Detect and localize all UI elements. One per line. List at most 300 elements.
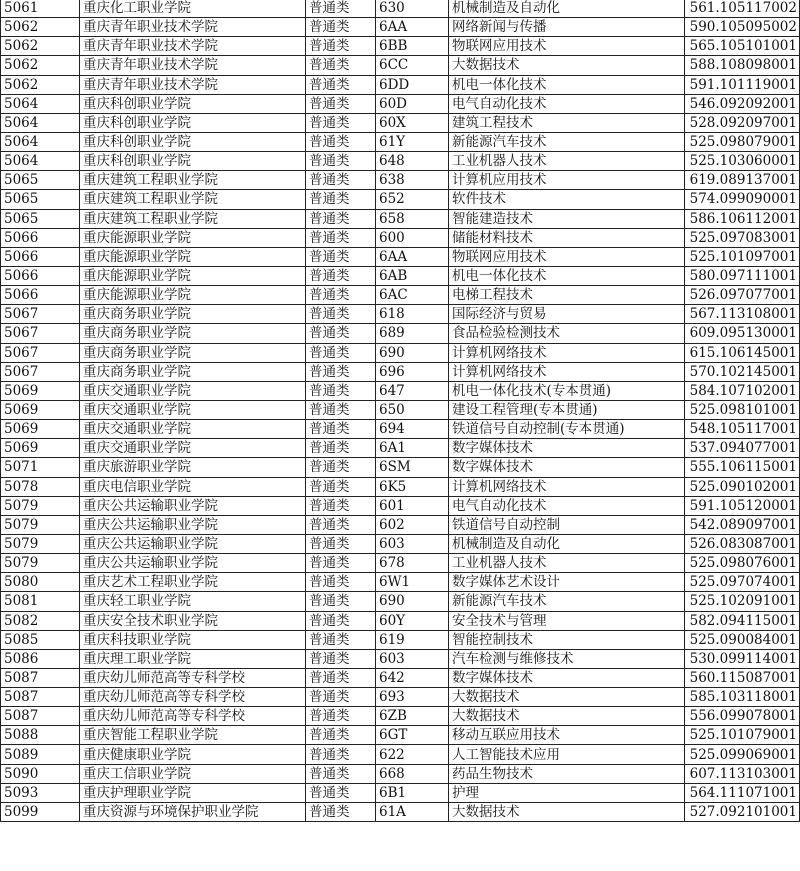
score-cell: 567.113108001: [685, 305, 800, 324]
school-name-cell: 重庆能源职业学院: [80, 266, 306, 285]
major-code-cell: 6BB: [376, 37, 449, 56]
major-code-cell: 690: [376, 592, 449, 611]
category-cell: 普通类: [306, 554, 376, 573]
major-name-cell: 智能建造技术: [449, 209, 685, 228]
major-name-cell: 国际经济与贸易: [449, 305, 685, 324]
major-name-cell: 数字媒体艺术设计: [449, 573, 685, 592]
school-name-cell: 重庆公共运输职业学院: [80, 515, 306, 534]
table-row: [1, 496, 800, 515]
school-name-cell: 重庆商务职业学院: [80, 324, 306, 343]
table-row: [1, 439, 800, 458]
major-name-cell: 机电一体化技术: [449, 266, 685, 285]
school-name-cell: 重庆资源与环境保护职业学院: [80, 802, 306, 821]
score-cell: 585.103118001: [685, 688, 800, 707]
table-row: [1, 592, 800, 611]
school-code-cell: 5079: [1, 496, 80, 515]
score-cell: 574.099090001: [685, 190, 800, 209]
category-cell: 普通类: [306, 0, 376, 18]
score-cell: 548.105117001: [685, 420, 800, 439]
score-cell: 525.099069001: [685, 745, 800, 764]
school-name-cell: 重庆智能工程职业学院: [80, 726, 306, 745]
category-cell: 普通类: [306, 534, 376, 553]
score-cell: 525.098079001: [685, 132, 800, 151]
table-row: [1, 75, 800, 94]
school-name-cell: 重庆艺术工程职业学院: [80, 573, 306, 592]
school-name-cell: 重庆青年职业技术学院: [80, 37, 306, 56]
major-code-cell: 6K5: [376, 477, 449, 496]
school-code-cell: 5069: [1, 420, 80, 439]
score-cell: 586.106112001: [685, 209, 800, 228]
school-code-cell: 5071: [1, 458, 80, 477]
major-name-cell: 汽车检测与维修技术: [449, 649, 685, 668]
major-code-cell: 60Y: [376, 611, 449, 630]
table-row: [1, 649, 800, 668]
category-cell: 普通类: [306, 726, 376, 745]
table-row: [1, 190, 800, 209]
school-name-cell: 重庆交通职业学院: [80, 439, 306, 458]
category-cell: 普通类: [306, 305, 376, 324]
table-row: [1, 18, 800, 37]
major-code-cell: 61Y: [376, 132, 449, 151]
school-code-cell: 5087: [1, 707, 80, 726]
category-cell: 普通类: [306, 56, 376, 75]
school-name-cell: 重庆科创职业学院: [80, 113, 306, 132]
school-code-cell: 5066: [1, 266, 80, 285]
table-row: [1, 247, 800, 266]
table-row: [1, 630, 800, 649]
category-cell: 普通类: [306, 649, 376, 668]
table-row: [1, 286, 800, 305]
score-cell: 525.102091001: [685, 592, 800, 611]
major-code-cell: 696: [376, 362, 449, 381]
school-name-cell: 重庆理工职业学院: [80, 649, 306, 668]
category-cell: 普通类: [306, 247, 376, 266]
score-cell: 619.089137001: [685, 171, 800, 190]
table-row: [1, 56, 800, 75]
school-name-cell: 重庆幼儿师范高等专科学校: [80, 707, 306, 726]
major-name-cell: 建设工程管理(专本贯通): [449, 400, 685, 419]
school-name-cell: 重庆能源职业学院: [80, 286, 306, 305]
category-cell: 普通类: [306, 802, 376, 821]
school-name-cell: 重庆交通职业学院: [80, 400, 306, 419]
table-row: [1, 0, 800, 18]
table-row: [1, 515, 800, 534]
school-code-cell: 5080: [1, 573, 80, 592]
major-code-cell: 6DD: [376, 75, 449, 94]
category-cell: 普通类: [306, 745, 376, 764]
major-code-cell: 6CC: [376, 56, 449, 75]
table-row: [1, 94, 800, 113]
major-name-cell: 大数据技术: [449, 56, 685, 75]
major-code-cell: 6SM: [376, 458, 449, 477]
table-row: [1, 343, 800, 362]
table-row: [1, 113, 800, 132]
major-code-cell: 619: [376, 630, 449, 649]
table-row: [1, 362, 800, 381]
score-cell: 580.097111001: [685, 266, 800, 285]
school-name-cell: 重庆青年职业技术学院: [80, 18, 306, 37]
score-cell: 546.092092001: [685, 94, 800, 113]
category-cell: 普通类: [306, 764, 376, 783]
score-cell: 537.094077001: [685, 439, 800, 458]
school-name-cell: 重庆公共运输职业学院: [80, 534, 306, 553]
score-cell: 556.099078001: [685, 707, 800, 726]
major-name-cell: 工业机器人技术: [449, 152, 685, 171]
school-code-cell: 5090: [1, 764, 80, 783]
score-cell: 609.095130001: [685, 324, 800, 343]
category-cell: 普通类: [306, 477, 376, 496]
category-cell: 普通类: [306, 343, 376, 362]
major-name-cell: 工业机器人技术: [449, 554, 685, 573]
school-code-cell: 5088: [1, 726, 80, 745]
school-name-cell: 重庆幼儿师范高等专科学校: [80, 688, 306, 707]
school-name-cell: 重庆科创职业学院: [80, 152, 306, 171]
school-code-cell: 5086: [1, 649, 80, 668]
major-code-cell: 6AA: [376, 18, 449, 37]
school-code-cell: 5066: [1, 286, 80, 305]
major-code-cell: 601: [376, 496, 449, 515]
school-name-cell: 重庆能源职业学院: [80, 228, 306, 247]
category-cell: 普通类: [306, 324, 376, 343]
category-cell: 普通类: [306, 113, 376, 132]
school-name-cell: 重庆公共运输职业学院: [80, 554, 306, 573]
category-cell: 普通类: [306, 783, 376, 802]
school-code-cell: 5082: [1, 611, 80, 630]
major-code-cell: 678: [376, 554, 449, 573]
category-cell: 普通类: [306, 190, 376, 209]
school-name-cell: 重庆安全技术职业学院: [80, 611, 306, 630]
major-name-cell: 机械制造及自动化: [449, 0, 685, 18]
school-code-cell: 5062: [1, 18, 80, 37]
school-name-cell: 重庆建筑工程职业学院: [80, 171, 306, 190]
school-code-cell: 5079: [1, 515, 80, 534]
school-code-cell: 5078: [1, 477, 80, 496]
major-name-cell: 机械制造及自动化: [449, 534, 685, 553]
category-cell: 普通类: [306, 94, 376, 113]
major-code-cell: 618: [376, 305, 449, 324]
school-name-cell: 重庆旅游职业学院: [80, 458, 306, 477]
category-cell: 普通类: [306, 362, 376, 381]
major-name-cell: 数字媒体技术: [449, 458, 685, 477]
score-cell: 584.107102001: [685, 381, 800, 400]
category-cell: 普通类: [306, 592, 376, 611]
school-name-cell: 重庆商务职业学院: [80, 362, 306, 381]
score-cell: 561.105117002: [685, 0, 800, 18]
major-name-cell: 药品生物技术: [449, 764, 685, 783]
category-cell: 普通类: [306, 707, 376, 726]
major-name-cell: 建筑工程技术: [449, 113, 685, 132]
table-row: [1, 152, 800, 171]
category-cell: 普通类: [306, 286, 376, 305]
score-cell: 591.101119001: [685, 75, 800, 94]
major-code-cell: 6AB: [376, 266, 449, 285]
major-code-cell: 6GT: [376, 726, 449, 745]
major-name-cell: 计算机网络技术: [449, 362, 685, 381]
major-code-cell: 642: [376, 668, 449, 687]
table-body: [1, 0, 800, 822]
category-cell: 普通类: [306, 420, 376, 439]
major-code-cell: 602: [376, 515, 449, 534]
major-name-cell: 铁道信号自动控制(专本贯通): [449, 420, 685, 439]
score-cell: 528.092097001: [685, 113, 800, 132]
score-cell: 525.098101001: [685, 400, 800, 419]
table-row: [1, 37, 800, 56]
score-cell: 525.103060001: [685, 152, 800, 171]
category-cell: 普通类: [306, 688, 376, 707]
major-code-cell: 61A: [376, 802, 449, 821]
school-name-cell: 重庆商务职业学院: [80, 343, 306, 362]
major-code-cell: 6AA: [376, 247, 449, 266]
table-row: [1, 171, 800, 190]
major-name-cell: 安全技术与管理: [449, 611, 685, 630]
table-row: [1, 534, 800, 553]
school-name-cell: 重庆能源职业学院: [80, 247, 306, 266]
table-row: [1, 611, 800, 630]
score-cell: 588.108098001: [685, 56, 800, 75]
score-cell: 607.113103001: [685, 764, 800, 783]
major-name-cell: 计算机网络技术: [449, 343, 685, 362]
score-cell: 590.105095002: [685, 18, 800, 37]
school-code-cell: 5067: [1, 362, 80, 381]
table-row: [1, 400, 800, 419]
school-code-cell: 5062: [1, 56, 80, 75]
major-code-cell: 622: [376, 745, 449, 764]
category-cell: 普通类: [306, 515, 376, 534]
school-code-cell: 5081: [1, 592, 80, 611]
major-code-cell: 694: [376, 420, 449, 439]
major-code-cell: 648: [376, 152, 449, 171]
major-code-cell: 60D: [376, 94, 449, 113]
category-cell: 普通类: [306, 381, 376, 400]
major-name-cell: 大数据技术: [449, 802, 685, 821]
score-cell: 530.099114001: [685, 649, 800, 668]
score-cell: 525.097083001: [685, 228, 800, 247]
major-code-cell: 658: [376, 209, 449, 228]
school-code-cell: 5062: [1, 37, 80, 56]
score-cell: 542.089097001: [685, 515, 800, 534]
school-name-cell: 重庆化工职业学院: [80, 0, 306, 18]
school-name-cell: 重庆科创职业学院: [80, 94, 306, 113]
school-code-cell: 5064: [1, 94, 80, 113]
table-row: [1, 132, 800, 151]
major-code-cell: 647: [376, 381, 449, 400]
table-row: [1, 668, 800, 687]
major-code-cell: 603: [376, 534, 449, 553]
school-name-cell: 重庆交通职业学院: [80, 381, 306, 400]
table-row: [1, 381, 800, 400]
school-code-cell: 5064: [1, 132, 80, 151]
school-name-cell: 重庆科创职业学院: [80, 132, 306, 151]
school-code-cell: 5067: [1, 343, 80, 362]
school-name-cell: 重庆商务职业学院: [80, 305, 306, 324]
table-row: [1, 228, 800, 247]
school-code-cell: 5065: [1, 171, 80, 190]
major-code-cell: 630: [376, 0, 449, 18]
major-name-cell: 护理: [449, 783, 685, 802]
school-code-cell: 5069: [1, 400, 80, 419]
major-code-cell: 6AC: [376, 286, 449, 305]
major-code-cell: 690: [376, 343, 449, 362]
school-code-cell: 5069: [1, 439, 80, 458]
school-code-cell: 5087: [1, 668, 80, 687]
school-name-cell: 重庆交通职业学院: [80, 420, 306, 439]
school-name-cell: 重庆建筑工程职业学院: [80, 209, 306, 228]
school-code-cell: 5079: [1, 534, 80, 553]
major-name-cell: 计算机网络技术: [449, 477, 685, 496]
major-name-cell: 电梯工程技术: [449, 286, 685, 305]
table-row: [1, 783, 800, 802]
major-code-cell: 6A1: [376, 439, 449, 458]
major-code-cell: 668: [376, 764, 449, 783]
major-code-cell: 600: [376, 228, 449, 247]
school-code-cell: 5064: [1, 152, 80, 171]
major-name-cell: 新能源汽车技术: [449, 592, 685, 611]
major-name-cell: 食品检验检测技术: [449, 324, 685, 343]
score-cell: 526.083087001: [685, 534, 800, 553]
category-cell: 普通类: [306, 37, 376, 56]
category-cell: 普通类: [306, 171, 376, 190]
category-cell: 普通类: [306, 18, 376, 37]
score-cell: 525.101079001: [685, 726, 800, 745]
major-name-cell: 移动互联应用技术: [449, 726, 685, 745]
major-name-cell: 机电一体化技术: [449, 75, 685, 94]
school-code-cell: 5085: [1, 630, 80, 649]
table-row: [1, 324, 800, 343]
score-cell: 591.105120001: [685, 496, 800, 515]
school-code-cell: 5062: [1, 75, 80, 94]
school-name-cell: 重庆青年职业技术学院: [80, 75, 306, 94]
category-cell: 普通类: [306, 400, 376, 419]
school-code-cell: 5069: [1, 381, 80, 400]
score-cell: 555.106115001: [685, 458, 800, 477]
score-cell: 525.097074001: [685, 573, 800, 592]
score-cell: 560.115087001: [685, 668, 800, 687]
major-code-cell: 6ZB: [376, 707, 449, 726]
major-name-cell: 网络新闻与传播: [449, 18, 685, 37]
table-row: [1, 802, 800, 821]
major-name-cell: 数字媒体技术: [449, 668, 685, 687]
school-code-cell: 5067: [1, 305, 80, 324]
score-cell: 570.102145001: [685, 362, 800, 381]
category-cell: 普通类: [306, 611, 376, 630]
category-cell: 普通类: [306, 668, 376, 687]
score-cell: 582.094115001: [685, 611, 800, 630]
major-name-cell: 电气自动化技术: [449, 496, 685, 515]
major-code-cell: 603: [376, 649, 449, 668]
major-name-cell: 物联网应用技术: [449, 247, 685, 266]
score-cell: 526.097077001: [685, 286, 800, 305]
major-name-cell: 新能源汽车技术: [449, 132, 685, 151]
table-row: [1, 477, 800, 496]
school-name-cell: 重庆工信职业学院: [80, 764, 306, 783]
category-cell: 普通类: [306, 152, 376, 171]
school-name-cell: 重庆青年职业技术学院: [80, 56, 306, 75]
major-code-cell: 6W1: [376, 573, 449, 592]
major-name-cell: 铁道信号自动控制: [449, 515, 685, 534]
table-row: [1, 305, 800, 324]
school-name-cell: 重庆健康职业学院: [80, 745, 306, 764]
category-cell: 普通类: [306, 75, 376, 94]
table-row: [1, 209, 800, 228]
major-name-cell: 智能控制技术: [449, 630, 685, 649]
table-row: [1, 688, 800, 707]
major-name-cell: 软件技术: [449, 190, 685, 209]
table-row: [1, 420, 800, 439]
major-code-cell: 60X: [376, 113, 449, 132]
major-name-cell: 电气自动化技术: [449, 94, 685, 113]
school-name-cell: 重庆护理职业学院: [80, 783, 306, 802]
score-cell: 525.101097001: [685, 247, 800, 266]
score-cell: 525.090084001: [685, 630, 800, 649]
school-code-cell: 5079: [1, 554, 80, 573]
school-name-cell: 重庆电信职业学院: [80, 477, 306, 496]
major-name-cell: 大数据技术: [449, 707, 685, 726]
category-cell: 普通类: [306, 266, 376, 285]
category-cell: 普通类: [306, 496, 376, 515]
school-name-cell: 重庆科技职业学院: [80, 630, 306, 649]
table-row: [1, 745, 800, 764]
school-code-cell: 5064: [1, 113, 80, 132]
major-code-cell: 689: [376, 324, 449, 343]
major-code-cell: 638: [376, 171, 449, 190]
major-name-cell: 物联网应用技术: [449, 37, 685, 56]
school-code-cell: 5066: [1, 228, 80, 247]
score-cell: 525.098076001: [685, 554, 800, 573]
major-name-cell: 人工智能技术应用: [449, 745, 685, 764]
category-cell: 普通类: [306, 573, 376, 592]
category-cell: 普通类: [306, 132, 376, 151]
score-cell: 564.111071001: [685, 783, 800, 802]
major-code-cell: 650: [376, 400, 449, 419]
table-row: [1, 458, 800, 477]
category-cell: 普通类: [306, 630, 376, 649]
table-row: [1, 707, 800, 726]
table-row: [1, 266, 800, 285]
major-name-cell: 大数据技术: [449, 688, 685, 707]
school-code-cell: 5089: [1, 745, 80, 764]
school-code-cell: 5065: [1, 209, 80, 228]
major-code-cell: 6B1: [376, 783, 449, 802]
school-name-cell: 重庆幼儿师范高等专科学校: [80, 668, 306, 687]
category-cell: 普通类: [306, 228, 376, 247]
school-code-cell: 5099: [1, 802, 80, 821]
major-name-cell: 计算机应用技术: [449, 171, 685, 190]
school-code-cell: 5067: [1, 324, 80, 343]
table-row: [1, 554, 800, 573]
table-row: [1, 573, 800, 592]
score-cell: 615.106145001: [685, 343, 800, 362]
school-name-cell: 重庆建筑工程职业学院: [80, 190, 306, 209]
table-row: [1, 764, 800, 783]
school-code-cell: 5061: [1, 0, 80, 18]
school-code-cell: 5065: [1, 190, 80, 209]
score-cell: 527.092101001: [685, 802, 800, 821]
score-cell: 525.090102001: [685, 477, 800, 496]
school-code-cell: 5093: [1, 783, 80, 802]
category-cell: 普通类: [306, 209, 376, 228]
table-row: [1, 726, 800, 745]
category-cell: 普通类: [306, 439, 376, 458]
school-name-cell: 重庆轻工职业学院: [80, 592, 306, 611]
category-cell: 普通类: [306, 458, 376, 477]
score-cell: 565.105101001: [685, 37, 800, 56]
school-name-cell: 重庆公共运输职业学院: [80, 496, 306, 515]
major-name-cell: 数字媒体技术: [449, 439, 685, 458]
major-name-cell: 储能材料技术: [449, 228, 685, 247]
major-code-cell: 693: [376, 688, 449, 707]
major-code-cell: 652: [376, 190, 449, 209]
school-code-cell: 5066: [1, 247, 80, 266]
